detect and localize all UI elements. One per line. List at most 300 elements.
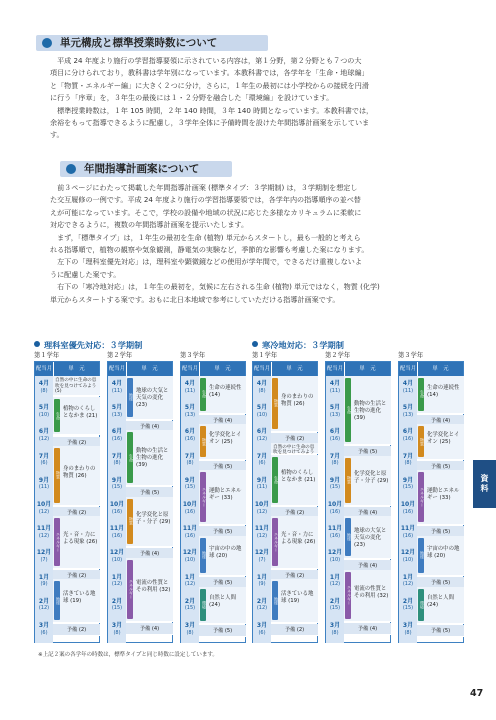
plan-panel-cold-region <box>252 351 464 644</box>
unit-cell <box>271 376 318 432</box>
unit-cell <box>126 430 173 486</box>
month-cell <box>181 598 199 613</box>
unit-title: 光・音・力による現象 (26) <box>63 532 98 546</box>
month-name: 2月 <box>256 597 268 605</box>
month-name: 5月 <box>184 404 196 412</box>
month-cell <box>35 622 53 637</box>
month-cell <box>181 501 199 516</box>
unit-title: 電流の性質とその利用 (32) <box>354 585 389 599</box>
month-hours: (12) <box>256 605 268 612</box>
unit-cell <box>126 558 173 622</box>
month-name: 6月 <box>38 428 50 436</box>
month-name: 12月 <box>327 549 343 557</box>
reserve-row: 予備 (4) <box>417 415 464 427</box>
month-name: 10月 <box>182 501 198 508</box>
month-cell <box>35 574 53 589</box>
month-cell <box>35 453 53 468</box>
unit-title: 地球の大気と天気の変化 (23) <box>136 387 169 408</box>
month-cell <box>326 453 344 468</box>
reserve-row: 予備 (4) <box>126 548 173 560</box>
month-hours: (8) <box>258 387 266 394</box>
month-cell <box>399 598 417 613</box>
month-name: 3月 <box>38 622 50 629</box>
month-name: 12月 <box>182 549 198 557</box>
month-cell <box>108 453 126 468</box>
month-column <box>181 376 199 643</box>
month-hours: (13) <box>402 411 414 418</box>
unit-title: 動物の生活と生物の進化 (39) <box>354 400 387 421</box>
month-cell <box>326 380 344 395</box>
unit-cell <box>417 470 464 525</box>
month-hours: (16) <box>184 532 196 539</box>
unit-title: 身のまわりの物質 (26) <box>281 393 314 407</box>
unit-title: 化学変化と原子・分子 (29) <box>136 511 171 525</box>
month-name: 2月 <box>329 597 341 605</box>
reserve-row: 予備 (2) <box>53 437 100 449</box>
month-cell <box>108 404 126 419</box>
year-table <box>34 361 100 643</box>
unit-cell <box>417 424 464 459</box>
month-hours: (10) <box>402 556 414 563</box>
reserve-row: 予備 (5) <box>417 577 464 589</box>
month-hours: (11) <box>184 387 196 394</box>
month-hours: (6) <box>40 460 48 467</box>
unit-cell <box>417 376 464 414</box>
month-hours: (8) <box>186 629 194 636</box>
month-name: 11月 <box>182 525 198 533</box>
month-hours: (8) <box>40 387 48 394</box>
month-hours: (15) <box>111 484 123 491</box>
reserve-row: 予備 (5) <box>417 526 464 538</box>
unit-column-header: 単 元 <box>272 362 317 376</box>
month-name: 4月 <box>184 380 196 387</box>
month-name: 1月 <box>38 573 50 581</box>
month-cell <box>35 598 53 613</box>
unit-cell <box>199 424 246 459</box>
month-cell <box>399 549 417 564</box>
unit-title: 植物のくらしとなかま (21) <box>281 470 316 484</box>
month-name: 3月 <box>402 622 414 629</box>
month-name: 11月 <box>109 525 125 533</box>
unit-cell <box>271 579 318 623</box>
reserve-row: 予備 (5) <box>199 577 246 589</box>
year-label: 第２学年 <box>325 352 351 359</box>
month-cell <box>326 477 344 492</box>
month-hours: (6) <box>40 629 48 636</box>
month-name: 10月 <box>109 501 125 508</box>
unit-column-header: 単 元 <box>418 362 463 376</box>
month-name: 7月 <box>329 452 341 460</box>
section-body-unit-structure: 平成 24 年度より施行の学習指導要領に示されている内容は，第１分野，第２分野とも７つの大 項目に分けられており，教科書は学年別になっています。本教科書では，各学年を「生命・地球編」 と「物質・エネルギー編」に大きく２つに分け，さらに，１年生の最初には小学校からの接続を円滑 に行う「序章」を，３年生の最後には１・２分野を融合した「環境編」を設けています。 標準授業時数は，１年 105 時間，２年 140 時間，３年 140 時間となっています。本教科書では， 余裕をもって指導できるように配慮し，３学年全体に予備時間を設けた年間指導計画案を示していま す。 <box>50 56 374 140</box>
unit-title: 生命の連続性 (14) <box>427 384 460 398</box>
field-tag: 生命 <box>127 432 133 483</box>
reserve-row: 予備 (2) <box>53 570 100 582</box>
month-cell <box>326 525 344 540</box>
month-name: 10月 <box>36 501 52 508</box>
field-tag: 生命 <box>272 457 278 503</box>
reserve-row: 予備 (2) <box>271 433 318 445</box>
month-name: 11月 <box>254 525 270 533</box>
reserve-row: 予備 (4) <box>344 560 391 572</box>
field-tag: 環境 <box>418 589 424 622</box>
month-name: 6月 <box>256 428 268 436</box>
month-column <box>108 376 126 643</box>
month-cell <box>253 622 271 637</box>
unit-title: 宇宙の中の地球 (20) <box>209 545 242 559</box>
field-tag: エネルギー <box>54 518 60 565</box>
month-name: 4月 <box>38 380 50 387</box>
month-hours: (8) <box>404 629 412 636</box>
reserve-row: 予備 (4) <box>126 421 173 433</box>
month-name: 11月 <box>36 525 52 533</box>
field-tag: 物質 <box>418 426 424 456</box>
field-tag: 地球 <box>127 378 133 417</box>
month-hours: (8) <box>113 460 121 467</box>
unit-cell <box>344 376 391 445</box>
month-hours: (10) <box>111 556 123 563</box>
month-hours: (16) <box>111 508 123 515</box>
month-hours: (16) <box>329 435 341 442</box>
unit-title: 運動とエネルギー (33) <box>209 487 242 501</box>
reserve-row: 予備 (5) <box>417 461 464 473</box>
month-hours: (10) <box>184 556 196 563</box>
month-cell <box>253 380 271 395</box>
month-cell <box>108 622 126 637</box>
unit-title: 活きている地球 (19) <box>281 591 314 605</box>
month-hours: (9) <box>40 581 48 588</box>
unit-cell <box>344 570 391 622</box>
month-hours: (10) <box>329 556 341 563</box>
unit-title: 運動とエネルギー (33) <box>427 487 460 501</box>
month-name: 7月 <box>111 452 123 460</box>
month-column-header: 配当月 <box>253 362 271 376</box>
month-hours: (12) <box>38 532 50 539</box>
reserve-row: 予備 (2) <box>271 507 318 519</box>
month-cell <box>399 380 417 395</box>
month-hours: (7) <box>258 556 266 563</box>
month-cell <box>399 453 417 468</box>
month-cell <box>399 525 417 540</box>
unit-title: 活きている地球 (19) <box>63 591 96 605</box>
month-name: 7月 <box>402 452 414 460</box>
month-cell <box>326 501 344 516</box>
field-tag: 物質 <box>127 499 133 544</box>
unit-cell <box>53 397 100 436</box>
month-name: 3月 <box>184 622 196 629</box>
year-table <box>107 361 173 643</box>
month-name: 10月 <box>327 501 343 508</box>
month-hours: (12) <box>256 435 268 442</box>
month-hours: (13) <box>184 411 196 418</box>
month-column-header: 配当月 <box>399 362 417 376</box>
month-name: 12月 <box>400 549 416 557</box>
month-cell <box>399 404 417 419</box>
month-hours: (12) <box>111 581 123 588</box>
month-cell <box>326 428 344 443</box>
month-hours: (15) <box>402 484 414 491</box>
month-hours: (16) <box>184 435 196 442</box>
month-hours: (12) <box>38 605 50 612</box>
unit-title: 自然の中に生命の息吹を見つけてみよう (5) <box>55 378 97 395</box>
unit-cell <box>344 456 391 506</box>
month-name: 5月 <box>402 404 414 412</box>
month-cell <box>326 574 344 589</box>
unit-cell <box>271 516 318 568</box>
month-name: 11月 <box>327 525 343 533</box>
field-tag: 物質 <box>54 448 60 503</box>
month-hours: (12) <box>184 581 196 588</box>
month-column <box>253 376 271 643</box>
month-name: 4月 <box>256 380 268 387</box>
field-tag: 物質 <box>272 378 278 429</box>
unit-title: 植物のくらしとなかま (21) <box>63 406 98 420</box>
month-name: 9月 <box>329 476 341 484</box>
month-cell <box>253 477 271 492</box>
reserve-row: 予備 (4) <box>126 623 173 635</box>
month-hours: (13) <box>111 411 123 418</box>
month-name: 3月 <box>329 622 341 629</box>
month-hours: (12) <box>402 581 414 588</box>
panel-title-cold-region: 寒冷地対応：３学期制 <box>252 340 344 351</box>
month-hours: (11) <box>402 387 414 394</box>
field-tag: 地球 <box>345 518 351 556</box>
month-cell <box>326 598 344 613</box>
month-name: 6月 <box>111 428 123 436</box>
unit-title: 自然と人間 (24) <box>209 595 236 609</box>
month-column-header: 配当月 <box>181 362 199 376</box>
section-header-annual-plan <box>60 161 232 177</box>
month-hours: (15) <box>111 605 123 612</box>
month-cell <box>253 501 271 516</box>
month-hours: (16) <box>184 508 196 515</box>
month-hours: (16) <box>402 435 414 442</box>
field-tag: 生命 <box>345 378 351 442</box>
month-hours: (12) <box>329 581 341 588</box>
month-name: 10月 <box>254 501 270 508</box>
month-cell <box>181 622 199 637</box>
field-tag: 地球 <box>272 581 278 620</box>
month-cell <box>253 453 271 468</box>
section-title: 年間指導計画案について <box>84 163 200 175</box>
month-cell <box>35 428 53 443</box>
month-cell <box>108 477 126 492</box>
month-hours: (6) <box>258 460 266 467</box>
unit-title: 化学変化とイオン (25) <box>209 432 242 446</box>
unit-column-header: 単 元 <box>200 362 245 376</box>
month-column <box>326 376 344 643</box>
unit-cell <box>199 376 246 414</box>
month-hours: (15) <box>184 605 196 612</box>
month-name: 2月 <box>402 597 414 605</box>
month-name: 7月 <box>256 452 268 460</box>
unit-title: 自然の中に生命の息吹を見つけてみよう <box>273 444 315 456</box>
month-column <box>35 376 53 643</box>
unit-title: 宇宙の中の地球 (20) <box>427 545 460 559</box>
year-label: 第２学年 <box>107 352 133 359</box>
month-cell <box>253 525 271 540</box>
month-cell <box>181 453 199 468</box>
month-cell <box>399 428 417 443</box>
month-cell <box>35 477 53 492</box>
month-hours: (16) <box>329 508 341 515</box>
unit-cell <box>199 587 246 625</box>
month-name: 12月 <box>254 549 270 557</box>
month-cell <box>35 404 53 419</box>
month-cell <box>108 574 126 589</box>
unit-title: 身のまわりの物質 (26) <box>63 465 96 479</box>
reserve-row: 予備 (2) <box>271 570 318 582</box>
month-cell <box>399 574 417 589</box>
month-name: 4月 <box>402 380 414 387</box>
month-hours: (8) <box>331 460 339 467</box>
month-hours: (7) <box>40 556 48 563</box>
unit-column-header: 単 元 <box>54 362 99 376</box>
reserve-row: 予備 (4) <box>344 507 391 519</box>
month-hours: (15) <box>184 484 196 491</box>
unit-cell <box>271 443 318 454</box>
reserve-row: 予備 (5) <box>199 526 246 538</box>
month-cell <box>181 428 199 443</box>
month-column-header: 配当月 <box>326 362 344 376</box>
month-cell <box>181 549 199 564</box>
month-name: 7月 <box>38 452 50 460</box>
month-name: 5月 <box>38 404 50 412</box>
year-label: 第３学年 <box>398 352 424 359</box>
month-hours: (15) <box>402 605 414 612</box>
month-name: 5月 <box>329 404 341 412</box>
unit-title: 生命の連続性 (14) <box>209 384 242 398</box>
unit-cell <box>53 516 100 568</box>
month-name: 5月 <box>256 404 268 412</box>
month-hours: (16) <box>402 508 414 515</box>
month-name: 9月 <box>184 476 196 484</box>
unit-title: 電流の性質とその利用 (32) <box>136 579 171 593</box>
month-cell <box>399 622 417 637</box>
month-name: 1月 <box>184 573 196 581</box>
unit-cell <box>344 516 391 559</box>
month-name: 1月 <box>111 573 123 581</box>
unit-title: 光・音・力による現象 (26) <box>281 532 316 546</box>
reserve-row: 予備 (5) <box>199 461 246 473</box>
year-table <box>398 361 464 643</box>
month-hours: (10) <box>38 411 50 418</box>
field-tag: エネルギー <box>418 472 424 522</box>
month-hours: (11) <box>38 484 50 491</box>
section-title: 単元構成と標準授業時数について <box>60 37 218 49</box>
unit-title: 地球の大気と天気の変化 (23) <box>354 527 387 548</box>
field-tag: 物質 <box>345 458 351 503</box>
month-name: 11月 <box>400 525 416 533</box>
month-cell <box>253 428 271 443</box>
unit-title: 化学変化とイオン (25) <box>427 432 460 446</box>
month-hours: (8) <box>404 460 412 467</box>
unit-cell <box>53 376 100 396</box>
month-cell <box>35 525 53 540</box>
month-name: 10月 <box>400 501 416 508</box>
unit-cell <box>126 376 173 420</box>
month-column-header: 配当月 <box>108 362 126 376</box>
month-hours: (8) <box>331 629 339 636</box>
month-hours: (12) <box>256 532 268 539</box>
footnote: ※上記２案の各学年の時数は，標準タイプと同じ時数に設定しています。 <box>38 652 218 658</box>
month-name: 4月 <box>111 380 123 387</box>
month-name: 1月 <box>256 573 268 581</box>
unit-cell <box>199 470 246 525</box>
month-name: 6月 <box>184 428 196 436</box>
month-hours: (11) <box>329 387 341 394</box>
month-hours: (12) <box>38 435 50 442</box>
month-hours: (13) <box>329 411 341 418</box>
reserve-row: 予備 (5) <box>417 625 464 637</box>
reserve-row: 予備 (2) <box>271 624 318 636</box>
month-name: 1月 <box>402 573 414 581</box>
plan-panel-lab-priority <box>34 351 246 644</box>
month-hours: (12) <box>256 508 268 515</box>
month-cell <box>108 525 126 540</box>
month-cell <box>35 380 53 395</box>
reserve-row: 予備 (5) <box>199 625 246 637</box>
section-body-annual-plan: 前３ページにわたって掲載した年間指導計画案 (標準タイプ：３学期制) は，３学期制を想定し た交互履修の一例です。平成 24 年度より施行の学習指導要領では，各学年内の指導順序の並べ替 えが可能になっています。そこで，学校の設備や地域の状況に応じた多様なカリキュラムに柔軟に 対応できるように，複数の年間指導計画案を提示いたします。 まず，「標準タイプ」は，１年生の最初を生命 (植物) 単元からスタートし，最も一般的と考えら れる指導順で，植物の観察や気象観測，静電気の実験など，季節的な影響も考慮した案になります。 左下の「理科室優先対応」は，理科室や顕微鏡などの使用が学年間で，できるだけ重複しないよ うに配慮した案です。 右下の「寒冷地対応」は，１年生の最初を，気候に左右される生命 (植物) 単元ではなく，物質 (化学) 単元からスタートする案です。おもに北日本地域で参考にしていただける指導計画案です。 <box>50 183 380 304</box>
month-hours: (16) <box>111 532 123 539</box>
month-cell <box>35 549 53 564</box>
section-header-unit-structure <box>36 35 268 51</box>
month-cell <box>399 477 417 492</box>
month-cell <box>253 549 271 564</box>
field-tag: 地球 <box>200 538 206 573</box>
field-tag: 地球 <box>54 581 60 620</box>
month-hours: (9) <box>258 581 266 588</box>
month-column <box>399 376 417 643</box>
month-hours: (10) <box>256 411 268 418</box>
field-tag: エネルギー <box>200 472 206 522</box>
year-table <box>180 361 246 643</box>
month-name: 3月 <box>111 622 123 629</box>
page-number: 47 <box>470 688 484 699</box>
year-table <box>252 361 318 643</box>
unit-title: 化学変化と原子・分子 (29) <box>354 470 389 484</box>
reserve-row: 予備 (2) <box>53 507 100 519</box>
unit-title: 自然と人間 (24) <box>427 595 454 609</box>
month-name: 9月 <box>111 476 123 484</box>
month-hours: (15) <box>329 605 341 612</box>
month-hours: (6) <box>258 629 266 636</box>
unit-column-header: 単 元 <box>345 362 390 376</box>
month-name: 6月 <box>329 428 341 436</box>
month-cell <box>108 501 126 516</box>
month-hours: (8) <box>186 460 194 467</box>
unit-cell <box>199 536 246 576</box>
year-label: 第１学年 <box>34 352 60 359</box>
unit-title: 動物の生活と生物の進化 (39) <box>136 448 169 469</box>
month-name: 4月 <box>329 380 341 387</box>
month-name: 5月 <box>111 404 123 412</box>
field-tag: 生命 <box>200 378 206 411</box>
month-name: 2月 <box>184 597 196 605</box>
month-name: 12月 <box>36 549 52 557</box>
reserve-row: 予備 (4) <box>199 415 246 427</box>
month-cell <box>326 622 344 637</box>
unit-cell <box>53 446 100 506</box>
month-name: 9月 <box>256 476 268 484</box>
unit-cell <box>417 587 464 625</box>
reserve-row: 予備 (5) <box>344 446 391 458</box>
month-cell <box>181 574 199 589</box>
month-cell <box>181 404 199 419</box>
reserve-row: 予備 (2) <box>53 624 100 636</box>
month-cell <box>253 598 271 613</box>
year-table <box>325 361 391 643</box>
field-tag: 生命 <box>54 399 60 433</box>
